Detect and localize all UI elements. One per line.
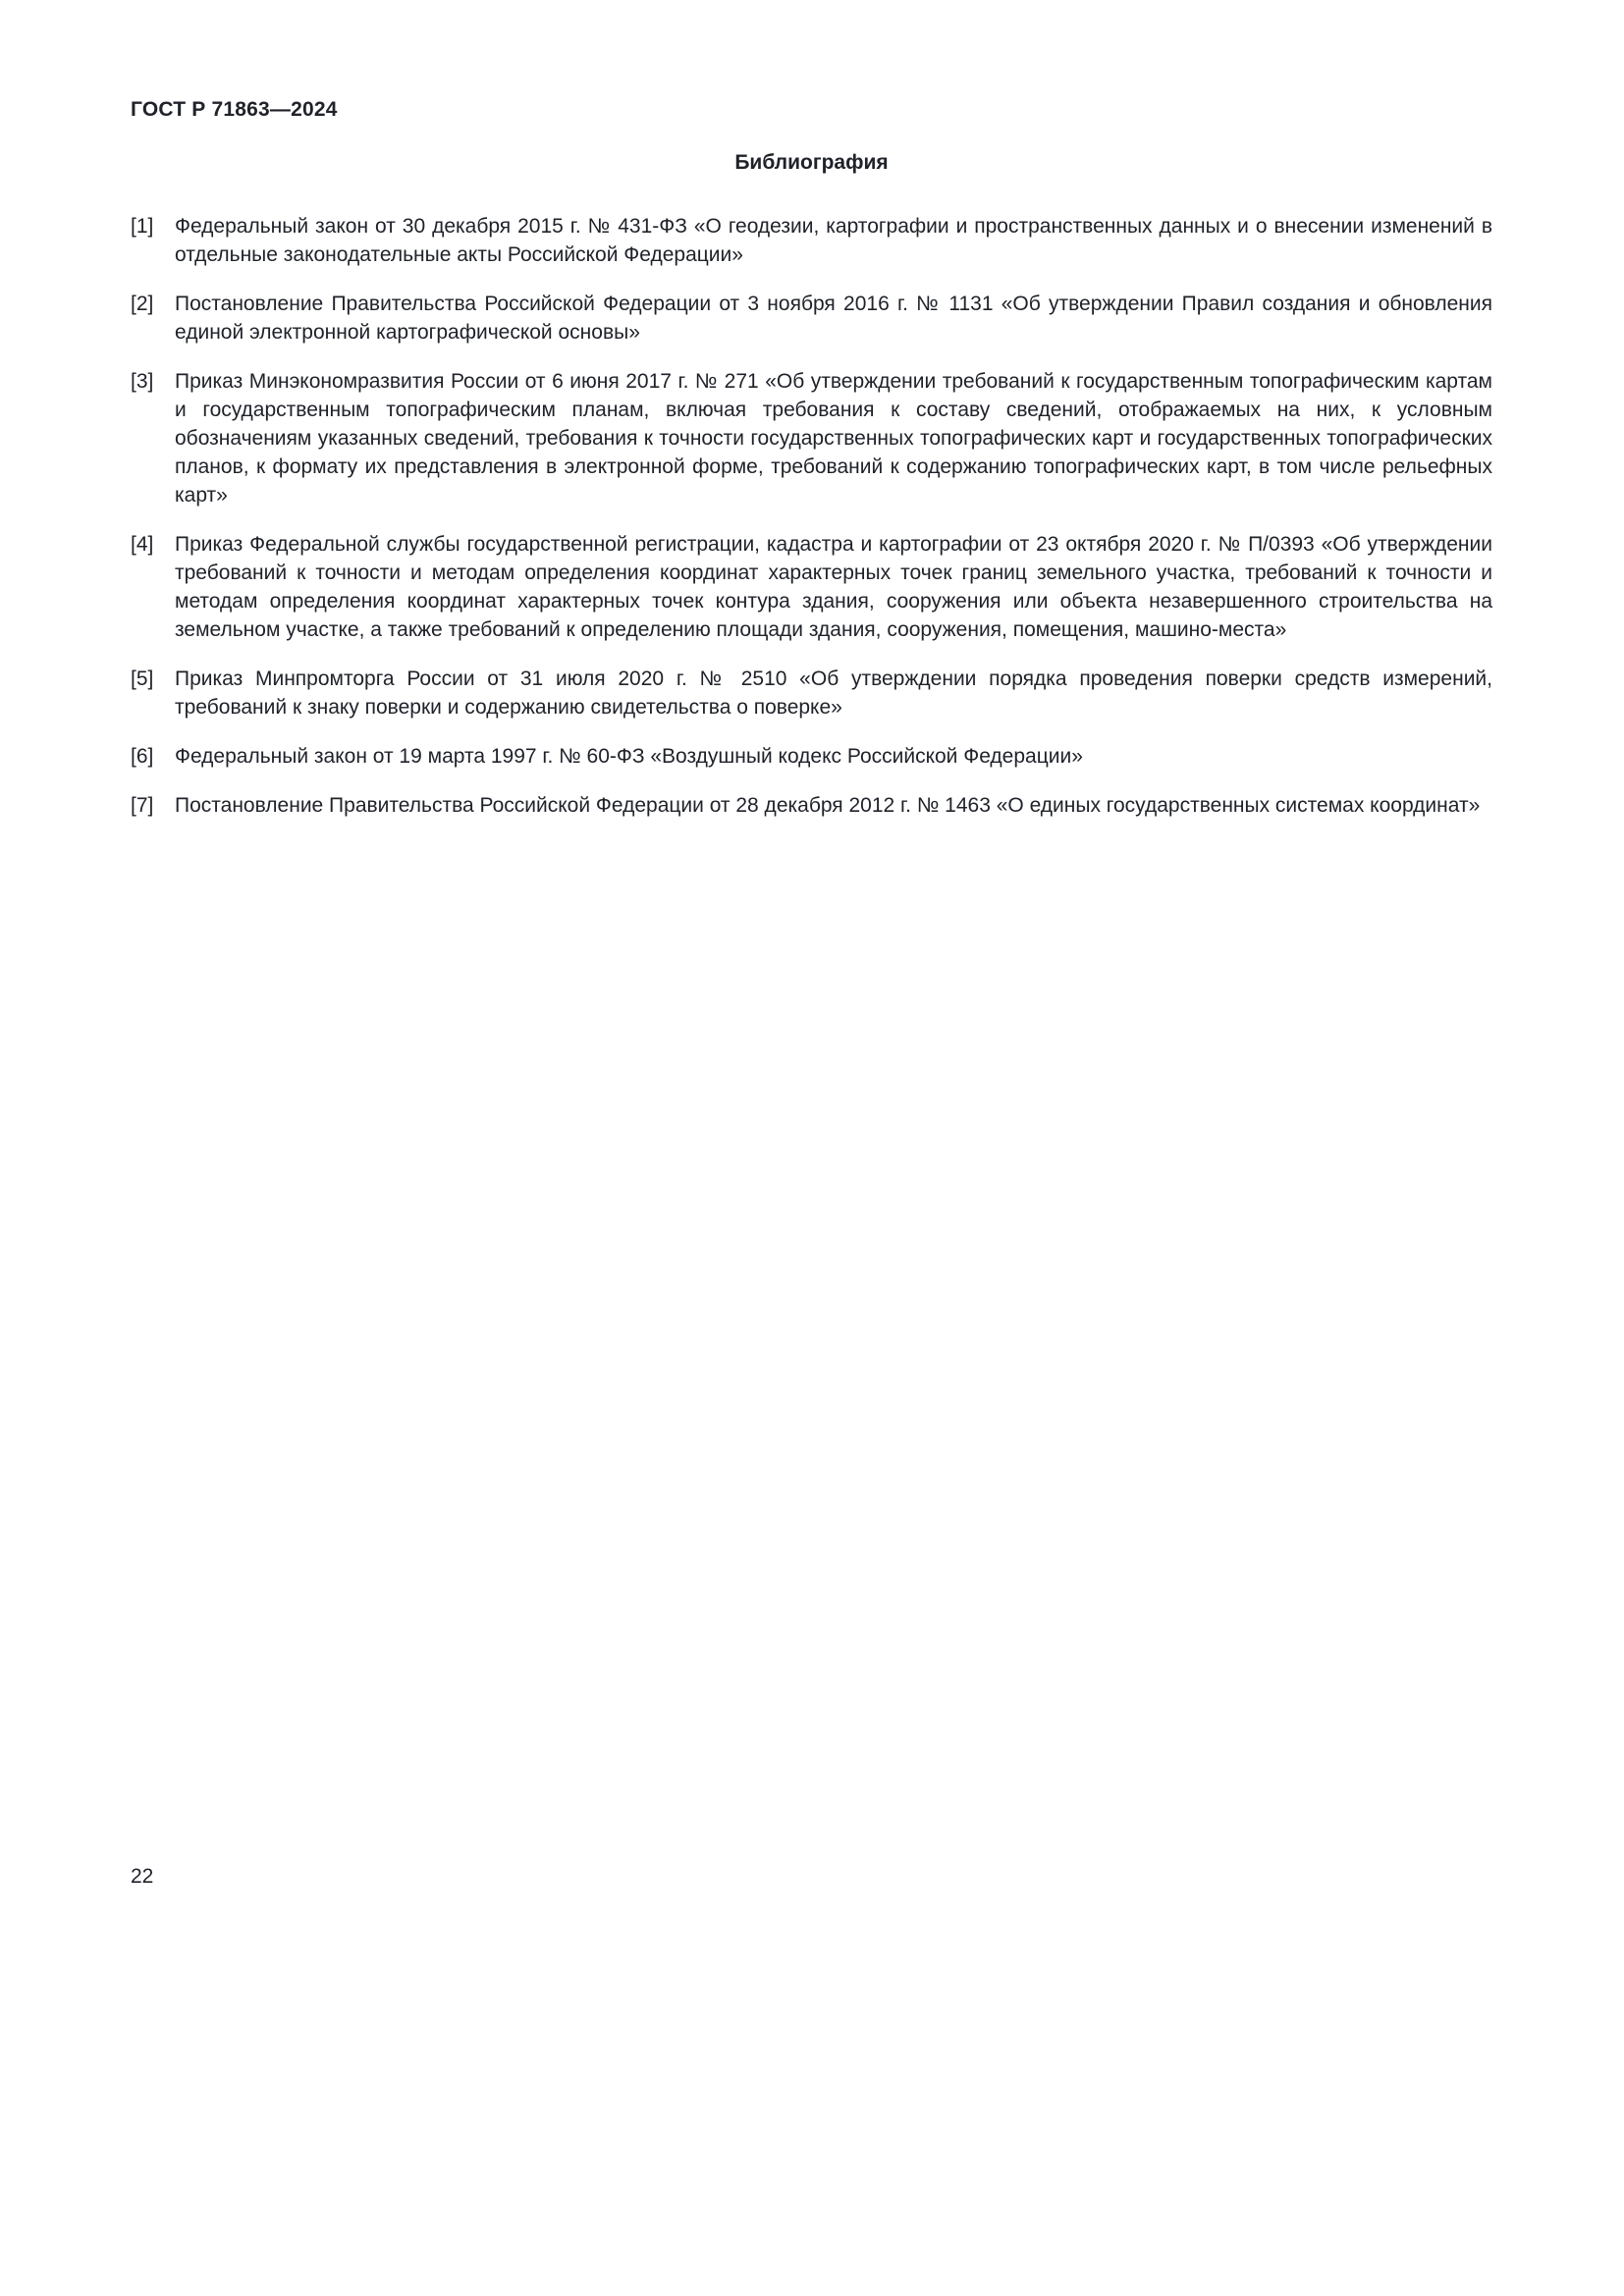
- entry-text: Приказ Минэкономразвития России от 6 июня 2017 г. № 271 «Об утверждении требований к государственным топографическим картам и государственным топографическим планам, включая требования к составу сведений, отображаемых на них, к условным обозначениям указанных сведений, требования к точности государственных топографических карт и государственных топографических планов, к формату их представления в электронной форме, требований к содержанию топографических карт, в том числе рельефных карт»: [175, 370, 1492, 507]
- page-title: Библиография: [734, 151, 889, 174]
- bibliography-entry: [131, 290, 1492, 347]
- entry-text: Приказ Федеральной службы государственной регистрации, кадастра и картографии от 23 октября 2020 г. № П/0393 «Об утверждении требований к точности и методам определения координат характерных точек границ земельного участка, требований к точности и методам определения координат характерных точек контура здания, сооружения или объекта незавершенного строительства на земельном участке, а также требований к определению площади здания, сооружения, помещения, машино-места»: [175, 533, 1492, 641]
- page-number: 22: [131, 1865, 154, 1888]
- entry-number: [2]: [131, 293, 154, 315]
- bibliography-entry: [131, 530, 1492, 644]
- entry-number: [5]: [131, 667, 154, 690]
- entry-text: Приказ Минпромторга России от 31 июля 2020 г. № 2510 «Об утверждении порядка проведения поверки средств измерений, требований к знаку поверки и содержанию свидетельства о поверке»: [175, 667, 1492, 719]
- entry-text: Федеральный закон от 19 марта 1997 г. № 60-ФЗ «Воздушный кодекс Российской Федерации»: [175, 745, 1083, 768]
- entry-number: [3]: [131, 370, 154, 393]
- entry-number: [7]: [131, 794, 154, 817]
- entry-text: Постановление Правительства Российской Федерации от 3 ноября 2016 г. № 1131 «Об утверждении Правил создания и обновления единой электронной картографической основы»: [175, 293, 1492, 344]
- entry-number: [1]: [131, 215, 154, 238]
- bibliography-entry: [131, 212, 1492, 269]
- bibliography-entry: [131, 367, 1492, 509]
- bibliography-entry: [131, 665, 1492, 721]
- bibliography-entry: [131, 791, 1492, 820]
- bibliography-entry: [131, 742, 1492, 771]
- entry-text: Постановление Правительства Российской Федерации от 28 декабря 2012 г. № 1463 «О единых государственных системах координат»: [175, 794, 1481, 817]
- bibliography-list: [131, 212, 1492, 820]
- entry-number: [4]: [131, 533, 154, 556]
- entry-text: Федеральный закон от 30 декабря 2015 г. № 431-ФЗ «О геодезии, картографии и пространственных данных и о внесении изменений в отдельные законодательные акты Российской Федерации»: [175, 215, 1492, 266]
- document-standard-number: ГОСТ Р 71863—2024: [131, 98, 338, 121]
- entry-number: [6]: [131, 745, 154, 768]
